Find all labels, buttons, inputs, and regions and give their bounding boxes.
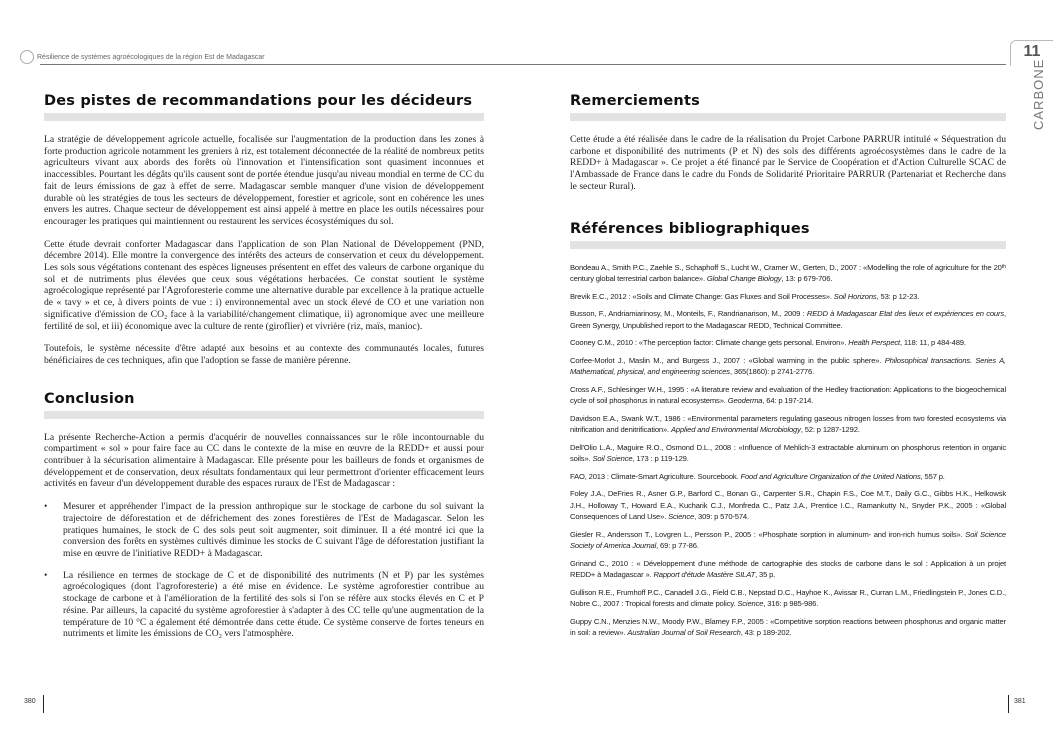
- reference-journal: Soil Horizons: [833, 291, 877, 301]
- reference-text: , 13: p 679-706.: [781, 274, 833, 284]
- left-page-column: [44, 93, 484, 650]
- reference-item: [570, 384, 1006, 407]
- reference-text: , 309: p 570-574.: [694, 512, 749, 522]
- chapter-number-tab: 11: [1010, 40, 1053, 66]
- carbon-logo-icon: [20, 50, 34, 64]
- reference-item: [570, 262, 1006, 285]
- page-number-rule: [1008, 695, 1009, 713]
- paragraph: Cette étude a été réalisée dans le cadre de la réalisation du Projet Carbone PARRUR intitulé « Séquestration du carbone et disponibilité des nutriments (P et N) des sols des différents agroécosystèmes dans le cadre de la REDD+ à Madagascar ». Ce projet a été financé par le Service de Coopération et d'Action Culturelle SCAC de l'Ambassade de France dans le cadre du Fonds de Solidarité Prioritaire PARRUR (Partenariat et Recherche dans le secteur Rural).: [570, 134, 1006, 192]
- page-number-left: 380: [24, 698, 36, 705]
- reference-journal: Global Change Biology: [706, 274, 782, 284]
- reference-item: [570, 308, 1006, 331]
- section-title-conclusion: Conclusion: [44, 390, 135, 407]
- reference-journal: Australian Journal of Soil Research: [627, 628, 741, 638]
- reference-journal: Philosophical transactions. Series A, Mathematical, physical, and engineering sciences: [570, 355, 1006, 377]
- right-page-column: [570, 93, 1006, 645]
- reference-text: Guppy C.N., Menzies N.W., Moody P.W., Blamey F.P., 2005 : «Competitive sorption reactions between phosphorus and organic matter in soil: a review».: [570, 616, 1006, 638]
- paragraph: Toutefois, le système nécessite d'être adapté aux besoins et au contexte des communautés locales, futures bénéficiaires de ces techniques, afin que l'adoption se fasse de manière pérenne.: [44, 343, 484, 366]
- conclusion-bullet-list: [44, 501, 484, 640]
- running-header: [20, 50, 265, 64]
- reference-text: , 52: p 1287-1292.: [800, 425, 860, 435]
- reference-journal: Geoderma: [727, 396, 763, 406]
- reference-journal: REDD à Madagascar Etat des lieux et expériences en cours: [806, 309, 1005, 319]
- paragraph: Cette étude devrait conforter Madagascar dans l'application de son Plan National de Développement (PND, décembre 2014). Elle montre la convergence des intérêts des acteurs de conservation et ceux du développement. Les sols sous végétations contenant des espèces ligneuses présentent en effet des valeurs de carbone organique du sol et de nutriments plus élevées que ceux sous végétations herbacées. Ce constat soutient le système agroécologique représenté par l'Agroforesterie comme une alternative durable par excellence à la pratique actuelle de « tavy » et ce, à divers points de vue : i) environnemental avec un stock élevé de CO et une variation non significative d'émission de CO₂ face à la variabilité/changement climatique, ii) agronomique avec une meilleure fertilité de sol, et iii) économique avec la culture de rente (giroflier) et vivrière (riz, maïs, manioc).: [44, 238, 484, 332]
- title-underline-bar: [570, 113, 1006, 121]
- reference-item: [570, 488, 1006, 523]
- title-underline-bar: [570, 241, 1006, 249]
- reference-item: [570, 471, 1006, 483]
- reference-text: Brevik E.C., 2012 : «Soils and Climate Change: Gas Fluxes and Soil Processes».: [570, 291, 834, 301]
- reference-text: Busson, F., Andriamiarinosy, M., Monteils, F., Randrianarison, M., 2009 :: [570, 309, 807, 319]
- reference-text: , 43: p 189-202.: [740, 628, 792, 638]
- title-underline-bar: [44, 411, 484, 419]
- reference-text: Giesler R., Andersson T., Lovgren L., Persson P., 2005 : «Phosphate sorption in aluminum- and iron-rich humus soils».: [570, 529, 966, 539]
- title-underline-bar: [44, 113, 484, 121]
- reference-text: , 118: 11, p 484-489.: [900, 338, 966, 348]
- reference-journal: Health Perspect: [848, 338, 901, 348]
- reference-text: , 316: p 985-986.: [763, 599, 819, 609]
- section-title-references: Références bibliographiques: [570, 220, 810, 237]
- reference-text: Cross A.F., Schlesinger W.H., 1995 : «A literature review and evaluation of the Hedley fractionation: Applications to the biogeochemical cycle of soil phosphorus in natural ecosystems».: [570, 384, 1006, 406]
- reference-text: Foley J.A., DeFries R., Asner G.P., Barford C., Bonan G., Carpenter S.R., Chapin F.S., Coe M.T., Daily G.C., Gibbs H.K., Helkowsk J.H., Holloway T., Howard E.A., Kucharik C.J., Monfreda C., Patz J.A., Prentice I.C., Ramankutty N., Snyder P.K., 2005 : «Global Consequences of Land Use».: [570, 489, 1006, 522]
- header-rule: [40, 64, 1006, 65]
- reference-text: , 64: p 197-214.: [762, 396, 814, 406]
- reference-text: Bondeau A., Smith P.C., Zaehle S., Schaphoff S., Lucht W., Cramer W., Gerten, D., 2007 : «Modelling the role of agriculture for the 20ᵗʰ century global terrestrial carbon balance».: [570, 262, 1006, 284]
- page-number-right: 381: [1014, 698, 1026, 705]
- reference-text: Grinand C., 2010 : « Développement d'une méthode de cartographie des stocks de carbone dans le sol : Application à un projet REDD+ à Madagascar ».: [570, 558, 1006, 580]
- reference-text: Dell'Olio L.A., Maguire R.O., Osmond D.L., 2008 : «Influence of Mehlich-3 extractable aluminum on phosphorus retention in organic soils».: [570, 442, 1006, 464]
- reference-text: , 173 : p 119-129.: [632, 454, 689, 464]
- reference-text: , 365(1860): p 2741-2776.: [729, 367, 815, 377]
- bullet-item: • La résilience en termes de stockage de C et de disponibilité des nutriments (N et P) par les systèmes agroécologiques (dont l'agroforesterie) a été mise en évidence. Le système agroforestier contribue au stockage de carbone et à l'amélioration de la fertilité des sols si l'on se réfère aux stocks élevés en C et P résine. Par ailleurs, la capacité du système agroforestier à s'adapter à des CC telle qu'une augmentation de la température de 10 °C a également été démontrée dans cette étude. Ce système conserve de fortes teneurs en nutriments et limite les émissions de CO₂ vers l'atmosphère.: [44, 570, 484, 640]
- reference-list: [570, 262, 1006, 639]
- reference-text: Gullison R.E., Frumhoff P.C., Canadell J.G., Field C.B., Nepstad D.C., Hayhoe K., Avissar R., Curran L.M., Friedlingstein P., Jones C.D., Nobre C., 2007 : Tropical forests and climate policy.: [570, 587, 1006, 609]
- running-title: Résilience de systèmes agroécologiques de la région Est de Madagascar: [37, 53, 265, 61]
- page-number-rule: [43, 695, 44, 713]
- reference-item: [570, 616, 1006, 639]
- reference-text: , 69: p 77-86.: [656, 541, 699, 551]
- paragraph: La présente Recherche-Action a permis d'acquérir de nouvelles connaissances sur le rôle incontournable du compartiment « sol » pour faire face au CC dans le contexte de la mise en œuvre de la REDD+ et aussi pour contribuer à la sécurisation alimentaire à Madagascar. Elle présente pour les bailleurs de fonds et organismes de développement et de conservation, deux résultats fondamentaux qui leur permettront d'orienter efficacement leurs activités en faveur d'un développement durable des espaces ruraux de l'Est de Madagascar :: [44, 431, 484, 490]
- reference-text: , Green Synergy, Unpublished report to the Madagascar REDD, Technical Committee.: [570, 309, 1006, 330]
- section-title-recommandations: Des pistes de recommandations pour les décideurs: [44, 93, 473, 109]
- reference-text: , 557 p.: [920, 471, 945, 481]
- reference-item: [570, 442, 1006, 465]
- reference-item: [570, 529, 1006, 552]
- reference-journal: Soil Science: [592, 454, 633, 464]
- reference-text: FAO, 2013 : Climate-Smart Agriculture. Sourcebook.: [570, 471, 741, 481]
- reference-text: Cooney C.M., 2010 : «The perception factor: Climate change gets personal. Environ».: [570, 338, 849, 348]
- reference-journal: Applied and Environmental Microbiology: [670, 425, 801, 435]
- section-title-remerciements: Remerciements: [570, 93, 700, 109]
- reference-text: , 35 p.: [755, 570, 776, 580]
- bullet-item: • Mesurer et appréhender l'impact de la pression anthropique sur le stockage de carbone du sol suivant la trajectoire de déforestation et de défrichement des zones forestières de l'Est de Madagascar. Selon les pratiques humaines, le stock de C des sols peut soit augmenter, soit diminuer. Il a été montré ici que la conversion des forêts en systèmes cultivés diminue les stocks de C suivant l'âge de déforestation justifiant la mise en œuvre de l'initiative REDD+ à Madagascar.: [44, 501, 484, 560]
- reference-text: Davidson E.A., Swank W.T., 1986 : «Environmental parameters regulating gaseous nitrogen losses from two forested ecosystems via nitrification and denitrification».: [570, 413, 1006, 435]
- reference-item: [570, 291, 1006, 303]
- reference-text: Corfee-Morlot J., Maslin M., and Burgess J., 2007 : «Global warming in the public sphere».: [570, 355, 885, 365]
- reference-item: [570, 413, 1006, 436]
- reference-journal: Food and Agriculture Organization of the United Nations: [740, 471, 921, 481]
- reference-journal: Science: [737, 599, 764, 609]
- reference-item: [570, 337, 1006, 349]
- reference-journal: Science: [668, 512, 695, 522]
- reference-item: [570, 558, 1006, 581]
- reference-journal: Soil Science Society of America Journal: [570, 529, 1006, 551]
- paragraph: La stratégie de développement agricole actuelle, focalisée sur l'augmentation de la production dans les zones à forte production agricole notamment les greniers à riz, est totalement déconnectée de la réalité de nombreux petits agriculteurs vivant aux abords des forêts où l'innovation et l'intensification sont quasiment inconnues et inaccessibles. Pourtant les dégâts qu'ils causent sont de portée étendue jusqu'au niveau mondial en terme de CC du fait de leurs émissions de gaz à effet de serre. Madagascar semble manquer d'une vision de développement durable où les stratégies de tous les secteurs de développement, forestier et agricole, sont en cohérence les unes envers les autres. Chaque secteur de développement est ainsi appelé à mettre en place les outils nécessaires pour encourager les pratiques qui maintiennent ou restaurent les services écosystémiques du sol.: [44, 134, 484, 227]
- reference-journal: Rapport d'étude Mastère SILAT: [653, 570, 756, 580]
- reference-text: , 53: p 12-23.: [876, 291, 920, 301]
- reference-item: [570, 355, 1006, 378]
- chapter-label: CARBONE: [1031, 58, 1046, 130]
- reference-item: [570, 587, 1006, 610]
